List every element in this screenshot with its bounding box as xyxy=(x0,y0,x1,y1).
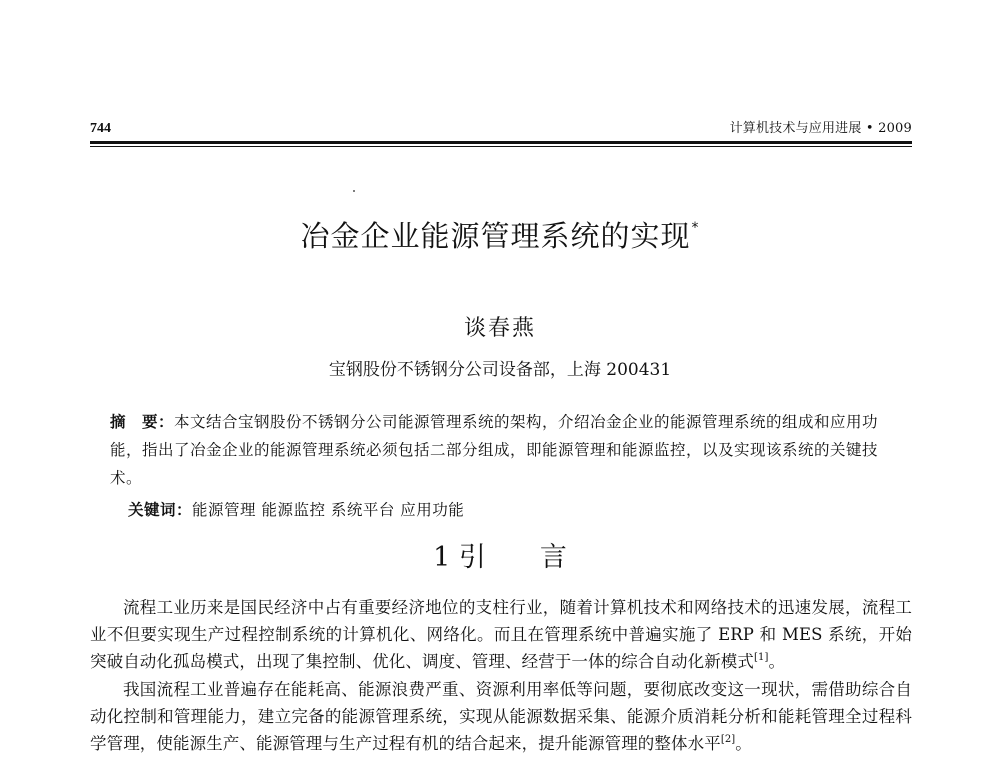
author-affiliation: 宝钢股份不锈钢分公司设备部，上海 200431 xyxy=(328,360,672,380)
title-footnote-mark: * xyxy=(691,220,700,236)
page-header xyxy=(90,118,912,140)
header-rule-thick xyxy=(90,141,912,144)
abstract-text: 本文结合宝钢股份不锈钢分公司能源管理系统的架构，介绍冶金企业的能源管理系统的组成和应用功能，指出了冶金企业的能源管理系统必须包括二部分组成，即能源管理和能源监控，以及实现该系统的关键技术。 xyxy=(110,413,879,487)
keywords-label: 关键词： xyxy=(128,501,193,519)
paper-title-text: 冶金企业能源管理系统的实现 xyxy=(300,219,691,253)
paragraph-text: 流程工业历来是国民经济中占有重要经济地位的支柱行业，随着计算机技术和网络技术的迅速发展，流程工业不但要实现生产过程控制系统的计算机化、网络化。而且在管理系统中普遍实施了 ERP 和 MES 系统，开始突破自动化孤岛模式，出现了集控制、优化、调度、管理、经营于一体的综合自动化新模式 xyxy=(90,598,912,671)
abstract-label: 摘 要： xyxy=(110,413,175,431)
body-paragraph-1 xyxy=(90,594,912,675)
paragraph-end: 。 xyxy=(768,652,786,671)
header-rule-thin xyxy=(90,146,912,147)
abstract xyxy=(110,408,905,492)
paragraph-text: 我国流程工业普遍存在能耗高、能源浪费严重、资源利用率低等问题，要彻底改变这一现状，需借助综合自动化控制和管理能力，建立完备的能源管理系统，实现从能源数据采集、能源介质消耗分析和能耗管理全过程科学管理，使能源生产、能源管理与生产过程有机的结合起来，提升能源管理的整体水平 xyxy=(90,680,912,753)
citation-mark: [1] xyxy=(754,652,769,663)
running-head: 计算机技术与应用进展 • 2009 xyxy=(729,121,912,136)
page-number: 744 xyxy=(90,121,111,136)
paper-title xyxy=(0,208,1000,256)
paragraph-end: 。 xyxy=(735,734,752,753)
scan-speck xyxy=(353,190,355,192)
citation-mark: [2] xyxy=(720,734,736,745)
author-name: 谈春燕 xyxy=(463,316,536,341)
keywords-text: 能源管理 能源监控 系统平台 应用功能 xyxy=(192,501,465,519)
section-heading: 1 引 言 xyxy=(433,542,567,573)
keywords xyxy=(128,496,908,524)
body-paragraph-2 xyxy=(90,676,912,757)
